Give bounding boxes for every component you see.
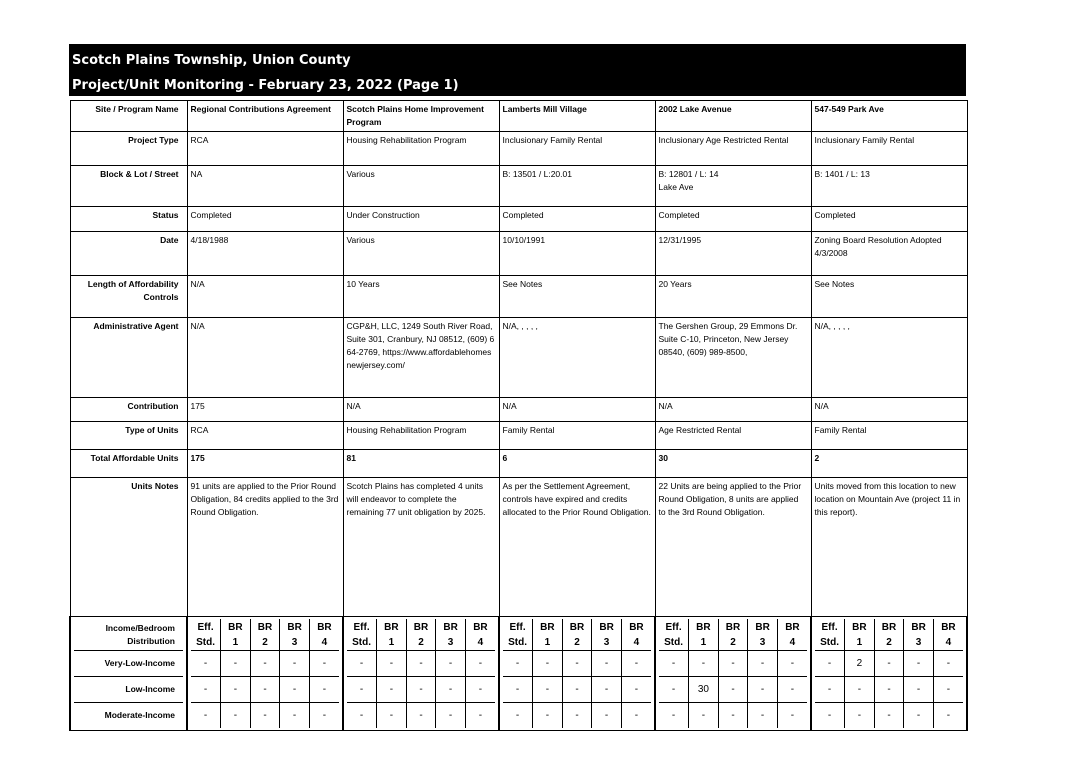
- unit-count: -: [904, 677, 934, 703]
- bedroom-header-bottom: 1: [232, 636, 239, 648]
- contribution: 175: [187, 398, 343, 422]
- units-notes: As per the Settlement Agreement, controls have expired and credits allocated to the Prior Round Obligation.: [499, 478, 655, 617]
- bedroom-header-bottom: 3: [759, 636, 766, 648]
- date: 12/31/1995: [655, 232, 811, 276]
- unit-count: -: [503, 703, 533, 729]
- bedroom-header: [562, 619, 592, 651]
- bedroom-header-top: Eff.: [665, 621, 682, 633]
- unit-count: -: [621, 677, 651, 703]
- bedroom-header-bottom: 2: [262, 636, 268, 648]
- admin-agent: CGP&H, LLC, 1249 South River Road, Suite 301, Cranbury, NJ 08512, (609) 664-2769, https://www.affordablehomesnewjersey.com/: [343, 318, 499, 398]
- total-affordable-units: 6: [499, 450, 655, 478]
- unit-count: -: [377, 651, 407, 677]
- contribution: N/A: [655, 398, 811, 422]
- unit-count: -: [191, 677, 221, 703]
- block-lot: [343, 166, 499, 207]
- type-of-units: Age Restricted Rental: [655, 422, 811, 450]
- bedroom-header-top: BR: [941, 621, 956, 633]
- bedroom-header-bottom: 2: [730, 636, 736, 648]
- unit-count: -: [815, 703, 845, 729]
- unit-count: -: [748, 677, 778, 703]
- units-notes: 91 units are applied to the Prior Round Obligation, 84 credits applied to the 3rd Round Obligation.: [187, 478, 343, 617]
- bedroom-header-top: BR: [911, 621, 926, 633]
- label-very-low: Very-Low-Income: [74, 651, 183, 677]
- bedroom-header-bottom: 3: [915, 636, 922, 648]
- label-block-lot: Block & Lot / Street: [70, 166, 187, 207]
- status: Completed: [187, 207, 343, 232]
- unit-count: -: [406, 677, 436, 703]
- row-date: [70, 232, 967, 276]
- row-status: [70, 207, 967, 232]
- unit-count: -: [659, 677, 689, 703]
- row-type-units: [70, 422, 967, 450]
- affordability-length: 20 Years: [655, 276, 811, 318]
- project-type: Inclusionary Family Rental: [811, 132, 967, 166]
- project-type: Inclusionary Age Restricted Rental: [655, 132, 811, 166]
- units-notes: 22 Units are being applied to the Prior Round Obligation, 8 units are applied to the 3rd Round Obligation.: [655, 478, 811, 617]
- distribution-project: [811, 617, 967, 731]
- row-project-type: [70, 132, 967, 166]
- unit-count: -: [659, 703, 689, 729]
- unit-count: -: [191, 651, 221, 677]
- bedroom-header-top: BR: [257, 621, 273, 633]
- unit-count: -: [250, 703, 280, 729]
- unit-count: -: [904, 703, 934, 729]
- distribution-table: [659, 619, 807, 728]
- status: Completed: [499, 207, 655, 232]
- unit-count: -: [689, 703, 719, 729]
- date: Various: [343, 232, 499, 276]
- bedroom-header-top: Eff.: [353, 621, 370, 633]
- bedroom-header-top: BR: [852, 621, 867, 633]
- unit-count: -: [347, 677, 377, 703]
- contribution: N/A: [343, 398, 499, 422]
- unit-count: -: [659, 651, 689, 677]
- bedroom-header: [874, 619, 904, 651]
- unit-count: -: [790, 710, 795, 721]
- bedroom-header: [904, 619, 934, 651]
- unit-count: -: [815, 651, 845, 677]
- unit-count: -: [592, 703, 622, 729]
- site-name: Regional Contributions Agreement: [187, 101, 343, 132]
- block-lot-primary: B: 1401 / L: 13: [814, 169, 870, 179]
- bedroom-header-top: BR: [599, 621, 614, 633]
- distribution-project: [655, 617, 811, 731]
- distribution-table: [503, 619, 651, 728]
- bedroom-header-bottom: 4: [321, 636, 328, 648]
- site-name: 2002 Lake Avenue: [655, 101, 811, 132]
- bedroom-header-top: BR: [287, 621, 302, 633]
- row-agent: [70, 318, 967, 398]
- block-lot: [655, 166, 811, 207]
- unit-count: -: [465, 677, 495, 703]
- total-affordable-units: 81: [343, 450, 499, 478]
- label-site: Site / Program Name: [70, 101, 187, 132]
- bedroom-header: [621, 619, 651, 651]
- bedroom-header-top: Eff.: [821, 621, 838, 633]
- unit-count: -: [406, 703, 436, 729]
- type-of-units: RCA: [187, 422, 343, 450]
- unit-count: -: [874, 651, 904, 677]
- label-type-units: Type of Units: [70, 422, 187, 450]
- bedroom-header-top: BR: [413, 621, 429, 633]
- unit-count: -: [377, 703, 407, 729]
- unit-count: -: [562, 651, 592, 677]
- unit-count: 2: [845, 651, 875, 677]
- bedroom-header-bottom: 3: [603, 636, 610, 648]
- unit-count: -: [347, 651, 377, 677]
- label-notes: Units Notes: [70, 478, 187, 617]
- bedroom-header-bottom: 1: [700, 636, 707, 648]
- bedroom-header-top: BR: [228, 621, 243, 633]
- unit-count: -: [689, 651, 719, 677]
- bedroom-header: [933, 619, 963, 651]
- type-of-units: Family Rental: [811, 422, 967, 450]
- block-lot-street: Lake Ave: [658, 182, 694, 192]
- monitoring-table: [69, 100, 968, 731]
- bedroom-header: [503, 619, 533, 651]
- bedroom-header: [659, 619, 689, 651]
- unit-count: -: [436, 651, 466, 677]
- block-lot-primary: B: 12801 / L: 14: [658, 169, 719, 179]
- bedroom-header-bottom: 3: [291, 636, 298, 648]
- unit-count: -: [280, 651, 310, 677]
- type-of-units: Family Rental: [499, 422, 655, 450]
- unit-count: -: [280, 703, 310, 729]
- bedroom-header: [377, 619, 407, 651]
- unit-count: -: [221, 703, 251, 729]
- bedroom-header: [533, 619, 563, 651]
- bedroom-header-bottom: 4: [633, 636, 640, 648]
- affordability-length: 10 Years: [343, 276, 499, 318]
- bedroom-header-bottom: 2: [574, 636, 580, 648]
- unit-count: -: [406, 651, 436, 677]
- label-total: Total Affordable Units: [70, 450, 187, 478]
- distribution-project: [343, 617, 499, 731]
- block-lot: [811, 166, 967, 207]
- admin-agent: N/A, , , , ,: [811, 318, 967, 398]
- total-affordable-units: 30: [655, 450, 811, 478]
- bedroom-header-top: BR: [443, 621, 458, 633]
- block-lot-primary: NA: [190, 169, 203, 179]
- bedroom-header-top: BR: [569, 621, 585, 633]
- unit-count: -: [592, 651, 622, 677]
- bedroom-header-bottom: Std.: [820, 636, 839, 648]
- bedroom-header-top: BR: [725, 621, 741, 633]
- bedroom-header: [191, 619, 221, 651]
- unit-count: -: [845, 677, 875, 703]
- report-title: Scotch Plains Township, Union County: [72, 53, 351, 68]
- bedroom-header-bottom: Std.: [508, 636, 527, 648]
- status: Completed: [811, 207, 967, 232]
- row-distribution: [70, 617, 967, 731]
- bedroom-header-top: BR: [473, 621, 488, 633]
- unit-count: -: [221, 651, 251, 677]
- total-affordable-units: 2: [811, 450, 967, 478]
- bedroom-header: [718, 619, 748, 651]
- status: Under Construction: [343, 207, 499, 232]
- bedroom-header: [280, 619, 310, 651]
- bedroom-header-bottom: 2: [886, 636, 892, 648]
- bedroom-header: [465, 619, 495, 651]
- contribution: N/A: [499, 398, 655, 422]
- bedroom-header: [309, 619, 339, 651]
- project-type: Inclusionary Family Rental: [499, 132, 655, 166]
- bedroom-header-top: BR: [785, 621, 800, 633]
- row-site: [70, 101, 967, 132]
- unit-count: -: [592, 677, 622, 703]
- unit-count: -: [221, 677, 251, 703]
- report-header: [69, 44, 966, 96]
- contribution: N/A: [811, 398, 967, 422]
- units-notes: Units moved from this location to new location on Mountain Ave (project 11 in this report).: [811, 478, 967, 617]
- unit-count: -: [465, 651, 495, 677]
- unit-count: -: [309, 651, 339, 677]
- bedroom-header-bottom: 4: [789, 636, 796, 648]
- unit-count: -: [377, 677, 407, 703]
- unit-count: -: [777, 651, 807, 677]
- affordability-length: See Notes: [811, 276, 967, 318]
- bedroom-header-top: Eff.: [197, 621, 214, 633]
- distribution-project: [499, 617, 655, 731]
- site-name: Lamberts Mill Village: [499, 101, 655, 132]
- unit-count: -: [309, 677, 339, 703]
- unit-count: -: [280, 677, 310, 703]
- unit-count: -: [503, 651, 533, 677]
- label-agent: Administrative Agent: [70, 318, 187, 398]
- bedroom-header-top: BR: [755, 621, 770, 633]
- unit-count: -: [562, 703, 592, 729]
- row-length: [70, 276, 967, 318]
- status: Completed: [655, 207, 811, 232]
- unit-count: -: [874, 703, 904, 729]
- unit-count: -: [933, 651, 963, 677]
- unit-count: -: [718, 703, 748, 729]
- unit-count: -: [533, 703, 563, 729]
- unit-count: -: [815, 677, 845, 703]
- project-type: RCA: [187, 132, 343, 166]
- unit-count: -: [933, 677, 963, 703]
- label-status: Status: [70, 207, 187, 232]
- block-lot-primary: B: 13501 / L:20.01: [502, 169, 572, 179]
- type-of-units: Housing Rehabilitation Program: [343, 422, 499, 450]
- row-contribution: [70, 398, 967, 422]
- unit-count: -: [748, 651, 778, 677]
- distribution-table: [815, 619, 963, 728]
- row-block-lot: [70, 166, 967, 207]
- unit-count: -: [533, 677, 563, 703]
- bedroom-header-bottom: Std.: [352, 636, 371, 648]
- distribution-table: [191, 619, 339, 728]
- unit-count: -: [191, 703, 221, 729]
- distribution-labels: [70, 617, 187, 731]
- bedroom-header-bottom: 3: [447, 636, 454, 648]
- bedroom-header-bottom: Std.: [196, 636, 215, 648]
- unit-count: -: [436, 677, 466, 703]
- block-lot: [187, 166, 343, 207]
- affordability-length: N/A: [187, 276, 343, 318]
- bedroom-header: [406, 619, 436, 651]
- bedroom-header-bottom: 1: [544, 636, 551, 648]
- site-name: 547-549 Park Ave: [811, 101, 967, 132]
- unit-count: -: [718, 677, 748, 703]
- units-notes: Scotch Plains has completed 4 units will endeavor to complete the remaining 77 unit obligation by 2025.: [343, 478, 499, 617]
- unit-count: -: [874, 677, 904, 703]
- label-project-type: Project Type: [70, 132, 187, 166]
- bedroom-header: [436, 619, 466, 651]
- distribution-project: [187, 617, 343, 731]
- row-total: [70, 450, 967, 478]
- bedroom-header-top: BR: [540, 621, 555, 633]
- project-type: Housing Rehabilitation Program: [343, 132, 499, 166]
- bedroom-header-bottom: Std.: [664, 636, 683, 648]
- unit-count: -: [436, 703, 466, 729]
- unit-count: -: [478, 710, 483, 721]
- admin-agent: N/A: [187, 318, 343, 398]
- bedroom-header-bottom: 1: [856, 636, 863, 648]
- bedroom-header: [815, 619, 845, 651]
- bedroom-header: [347, 619, 377, 651]
- unit-count: -: [777, 677, 807, 703]
- bedroom-header-top: BR: [629, 621, 644, 633]
- unit-count: -: [322, 710, 327, 721]
- date: 4/18/1988: [187, 232, 343, 276]
- date: 10/10/1991: [499, 232, 655, 276]
- affordability-length: See Notes: [499, 276, 655, 318]
- bedroom-header: [221, 619, 251, 651]
- bedroom-header: [250, 619, 280, 651]
- bedroom-header-bottom: 2: [418, 636, 424, 648]
- unit-count: -: [748, 703, 778, 729]
- bedroom-header: [689, 619, 719, 651]
- label-length: Length of Affordability Controls: [70, 276, 187, 318]
- bedroom-header: [777, 619, 807, 651]
- unit-count: -: [845, 703, 875, 729]
- unit-count: -: [634, 710, 639, 721]
- unit-count: -: [533, 651, 563, 677]
- unit-count: -: [946, 710, 951, 721]
- label-low: Low-Income: [74, 677, 183, 703]
- distribution-table: [347, 619, 495, 728]
- bedroom-header: [845, 619, 875, 651]
- label-distribution: Income/Bedroom Distribution: [74, 619, 183, 651]
- unit-count: -: [621, 651, 651, 677]
- distribution-label-table: [74, 619, 183, 728]
- label-contribution: Contribution: [70, 398, 187, 422]
- bedroom-header-top: Eff.: [509, 621, 526, 633]
- label-date: Date: [70, 232, 187, 276]
- date: Zoning Board Resolution Adopted 4/3/2008: [811, 232, 967, 276]
- block-lot: [499, 166, 655, 207]
- bedroom-header-bottom: 1: [388, 636, 395, 648]
- total-affordable-units: 175: [187, 450, 343, 478]
- bedroom-header-bottom: 4: [477, 636, 484, 648]
- admin-agent: The Gershen Group, 29 Emmons Dr. Suite C-10, Princeton, New Jersey 08540, (609) 989-8500,: [655, 318, 811, 398]
- admin-agent: N/A, , , , ,: [499, 318, 655, 398]
- unit-count: -: [250, 651, 280, 677]
- bedroom-header: [748, 619, 778, 651]
- bedroom-header-top: BR: [384, 621, 399, 633]
- site-name: Scotch Plains Home Improvement Program: [343, 101, 499, 132]
- unit-count: -: [347, 703, 377, 729]
- unit-count: -: [503, 677, 533, 703]
- unit-count: -: [904, 651, 934, 677]
- bedroom-header: [592, 619, 622, 651]
- report-subtitle: Project/Unit Monitoring - February 23, 2022 (Page 1): [72, 78, 459, 93]
- unit-count: -: [250, 677, 280, 703]
- unit-count: 30: [689, 677, 719, 703]
- unit-count: -: [562, 677, 592, 703]
- label-moderate: Moderate-Income: [104, 710, 175, 720]
- unit-count: -: [718, 651, 748, 677]
- bedroom-header-top: BR: [317, 621, 332, 633]
- bedroom-header-bottom: 4: [945, 636, 952, 648]
- row-notes: [70, 478, 967, 617]
- block-lot-primary: Various: [346, 169, 375, 179]
- bedroom-header-top: BR: [696, 621, 711, 633]
- bedroom-header-top: BR: [881, 621, 897, 633]
